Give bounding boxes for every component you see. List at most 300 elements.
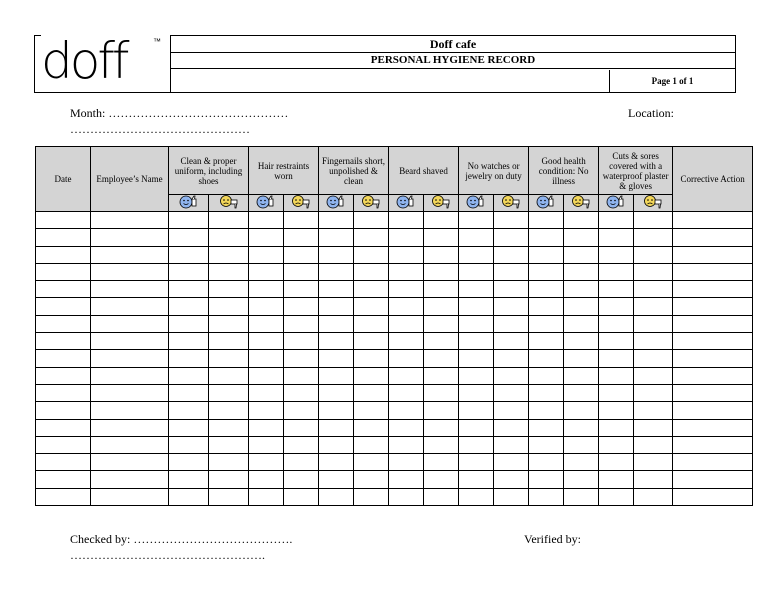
- table-cell[interactable]: [36, 281, 91, 298]
- table-cell[interactable]: [36, 436, 91, 453]
- table-cell[interactable]: [209, 350, 249, 367]
- table-cell[interactable]: [91, 419, 169, 436]
- table-cell[interactable]: [284, 419, 319, 436]
- table-cell[interactable]: [319, 402, 354, 419]
- table-cell[interactable]: [319, 281, 354, 298]
- table-cell[interactable]: [249, 402, 284, 419]
- table-cell[interactable]: [209, 384, 249, 401]
- table-row: [36, 488, 753, 505]
- table-cell[interactable]: [209, 367, 249, 384]
- table-cell[interactable]: [494, 436, 529, 453]
- table-cell[interactable]: [209, 315, 249, 332]
- table-cell[interactable]: [599, 419, 634, 436]
- table-cell[interactable]: [91, 436, 169, 453]
- table-cell[interactable]: [249, 384, 284, 401]
- table-cell[interactable]: [389, 350, 424, 367]
- table-cell[interactable]: [634, 419, 673, 436]
- table-cell[interactable]: [284, 350, 319, 367]
- table-cell[interactable]: [209, 229, 249, 246]
- table-cell[interactable]: [529, 298, 564, 315]
- table-cell[interactable]: [169, 315, 209, 332]
- table-cell[interactable]: [494, 281, 529, 298]
- table-cell[interactable]: [249, 229, 284, 246]
- table-cell[interactable]: [424, 246, 459, 263]
- table-cell[interactable]: [209, 333, 249, 350]
- table-cell[interactable]: [169, 436, 209, 453]
- table-cell[interactable]: [673, 471, 753, 488]
- table-cell[interactable]: [354, 229, 389, 246]
- table-cell[interactable]: [249, 350, 284, 367]
- table-cell[interactable]: [599, 298, 634, 315]
- table-cell[interactable]: [459, 298, 494, 315]
- table-cell[interactable]: [36, 454, 91, 471]
- table-cell[interactable]: [459, 229, 494, 246]
- table-cell[interactable]: [529, 402, 564, 419]
- table-cell[interactable]: [599, 263, 634, 280]
- verified-by-field: Verified by:: [524, 532, 581, 546]
- table-cell[interactable]: [599, 454, 634, 471]
- table-cell[interactable]: [249, 315, 284, 332]
- table-cell[interactable]: [209, 298, 249, 315]
- table-cell[interactable]: [634, 298, 673, 315]
- table-cell[interactable]: [459, 402, 494, 419]
- table-cell[interactable]: [459, 212, 494, 229]
- table-cell[interactable]: [354, 350, 389, 367]
- table-cell[interactable]: [673, 333, 753, 350]
- table-cell[interactable]: [169, 454, 209, 471]
- table-cell[interactable]: [389, 471, 424, 488]
- table-cell[interactable]: [564, 471, 599, 488]
- table-cell[interactable]: [634, 281, 673, 298]
- table-cell[interactable]: [529, 315, 564, 332]
- table-cell[interactable]: [319, 471, 354, 488]
- table-cell[interactable]: [91, 471, 169, 488]
- table-cell[interactable]: [424, 402, 459, 419]
- table-cell[interactable]: [209, 402, 249, 419]
- table-cell[interactable]: [284, 298, 319, 315]
- table-cell[interactable]: [529, 471, 564, 488]
- table-cell[interactable]: [564, 436, 599, 453]
- table-cell[interactable]: [91, 281, 169, 298]
- table-cell[interactable]: [389, 229, 424, 246]
- table-cell[interactable]: [389, 454, 424, 471]
- table-cell[interactable]: [169, 419, 209, 436]
- table-cell[interactable]: [169, 367, 209, 384]
- table-cell[interactable]: [319, 333, 354, 350]
- table-cell[interactable]: [169, 281, 209, 298]
- table-cell[interactable]: [389, 419, 424, 436]
- table-cell[interactable]: [494, 229, 529, 246]
- table-cell[interactable]: [91, 488, 169, 505]
- table-cell[interactable]: [529, 436, 564, 453]
- table-cell[interactable]: [91, 454, 169, 471]
- table-cell[interactable]: [634, 263, 673, 280]
- thumbs-down-sad-icon: [284, 195, 319, 212]
- table-cell[interactable]: [36, 315, 91, 332]
- table-cell[interactable]: [209, 471, 249, 488]
- table-cell[interactable]: [249, 454, 284, 471]
- table-cell[interactable]: [209, 488, 249, 505]
- table-cell[interactable]: [36, 246, 91, 263]
- table-cell[interactable]: [599, 212, 634, 229]
- table-cell[interactable]: [599, 246, 634, 263]
- table-cell[interactable]: [673, 281, 753, 298]
- table-cell[interactable]: [169, 212, 209, 229]
- table-cell[interactable]: [209, 212, 249, 229]
- table-cell[interactable]: [459, 384, 494, 401]
- table-cell[interactable]: [494, 367, 529, 384]
- table-cell[interactable]: [494, 419, 529, 436]
- table-cell[interactable]: [354, 367, 389, 384]
- table-cell[interactable]: [673, 246, 753, 263]
- table-cell[interactable]: [673, 315, 753, 332]
- table-cell[interactable]: [169, 384, 209, 401]
- table-cell[interactable]: [529, 454, 564, 471]
- table-cell[interactable]: [564, 488, 599, 505]
- table-cell[interactable]: [529, 333, 564, 350]
- table-cell[interactable]: [319, 454, 354, 471]
- table-cell[interactable]: [599, 488, 634, 505]
- table-cell[interactable]: [284, 367, 319, 384]
- table-cell[interactable]: [36, 298, 91, 315]
- table-cell[interactable]: [599, 402, 634, 419]
- table-cell[interactable]: [564, 333, 599, 350]
- table-cell[interactable]: [319, 263, 354, 280]
- table-cell[interactable]: [634, 229, 673, 246]
- table-cell[interactable]: [459, 315, 494, 332]
- table-cell[interactable]: [354, 471, 389, 488]
- table-cell[interactable]: [389, 384, 424, 401]
- table-cell[interactable]: [169, 229, 209, 246]
- table-cell[interactable]: [389, 333, 424, 350]
- table-cell[interactable]: [459, 281, 494, 298]
- table-cell[interactable]: [424, 333, 459, 350]
- table-cell[interactable]: [634, 384, 673, 401]
- table-cell[interactable]: [494, 350, 529, 367]
- table-cell[interactable]: [284, 212, 319, 229]
- table-cell[interactable]: [424, 471, 459, 488]
- table-cell[interactable]: [319, 315, 354, 332]
- table-cell[interactable]: [529, 419, 564, 436]
- table-cell[interactable]: [284, 402, 319, 419]
- table-cell[interactable]: [564, 402, 599, 419]
- table-cell[interactable]: [459, 419, 494, 436]
- table-cell[interactable]: [36, 367, 91, 384]
- table-cell[interactable]: [389, 246, 424, 263]
- table-cell[interactable]: [319, 367, 354, 384]
- table-cell[interactable]: [36, 263, 91, 280]
- table-cell[interactable]: [284, 281, 319, 298]
- table-cell[interactable]: [249, 281, 284, 298]
- table-cell[interactable]: [209, 419, 249, 436]
- table-cell[interactable]: [529, 367, 564, 384]
- table-cell[interactable]: [249, 333, 284, 350]
- table-cell[interactable]: [424, 281, 459, 298]
- table-cell[interactable]: [249, 263, 284, 280]
- table-cell[interactable]: [673, 350, 753, 367]
- table-cell[interactable]: [389, 212, 424, 229]
- table-cell[interactable]: [354, 402, 389, 419]
- table-cell[interactable]: [634, 488, 673, 505]
- table-cell[interactable]: [169, 298, 209, 315]
- table-cell[interactable]: [354, 315, 389, 332]
- table-cell[interactable]: [564, 384, 599, 401]
- table-cell[interactable]: [529, 246, 564, 263]
- table-cell[interactable]: [169, 488, 209, 505]
- table-cell[interactable]: [249, 436, 284, 453]
- table-cell[interactable]: [673, 436, 753, 453]
- table-cell[interactable]: [91, 367, 169, 384]
- table-cell[interactable]: [424, 298, 459, 315]
- table-cell[interactable]: [599, 384, 634, 401]
- table-cell[interactable]: [36, 212, 91, 229]
- table-cell[interactable]: [319, 229, 354, 246]
- table-cell[interactable]: [91, 246, 169, 263]
- table-cell[interactable]: [389, 436, 424, 453]
- table-row: [36, 263, 753, 280]
- table-cell[interactable]: [284, 315, 319, 332]
- table-cell[interactable]: [354, 488, 389, 505]
- table-cell[interactable]: [319, 298, 354, 315]
- table-cell[interactable]: [634, 436, 673, 453]
- table-cell[interactable]: [36, 333, 91, 350]
- table-cell[interactable]: [494, 263, 529, 280]
- table-cell[interactable]: [169, 333, 209, 350]
- table-cell[interactable]: [529, 350, 564, 367]
- table-cell[interactable]: [91, 333, 169, 350]
- table-cell[interactable]: [249, 419, 284, 436]
- table-cell[interactable]: [284, 488, 319, 505]
- table-cell[interactable]: [564, 281, 599, 298]
- table-cell[interactable]: [249, 471, 284, 488]
- table-row: [36, 419, 753, 436]
- table-cell[interactable]: [354, 454, 389, 471]
- table-cell[interactable]: [673, 402, 753, 419]
- table-cell[interactable]: [91, 350, 169, 367]
- table-cell[interactable]: [284, 436, 319, 453]
- table-cell[interactable]: [673, 263, 753, 280]
- table-cell[interactable]: [424, 212, 459, 229]
- table-cell[interactable]: [564, 367, 599, 384]
- table-cell[interactable]: [564, 246, 599, 263]
- table-cell[interactable]: [284, 246, 319, 263]
- table-cell[interactable]: [459, 263, 494, 280]
- table-cell[interactable]: [634, 454, 673, 471]
- table-cell[interactable]: [284, 263, 319, 280]
- table-cell[interactable]: [634, 212, 673, 229]
- table-cell[interactable]: [459, 367, 494, 384]
- table-cell[interactable]: [36, 384, 91, 401]
- table-cell[interactable]: [284, 384, 319, 401]
- table-cell[interactable]: [529, 281, 564, 298]
- table-cell[interactable]: [249, 488, 284, 505]
- table-cell[interactable]: [529, 212, 564, 229]
- table-cell[interactable]: [673, 454, 753, 471]
- table-cell[interactable]: [424, 436, 459, 453]
- table-cell[interactable]: [169, 263, 209, 280]
- table-cell[interactable]: [169, 350, 209, 367]
- table-cell[interactable]: [389, 315, 424, 332]
- table-cell[interactable]: [284, 333, 319, 350]
- table-cell[interactable]: [564, 229, 599, 246]
- header-beard-shaved: Beard shaved: [389, 147, 459, 195]
- table-cell[interactable]: [319, 419, 354, 436]
- table-cell[interactable]: [673, 298, 753, 315]
- table-cell[interactable]: [249, 246, 284, 263]
- table-cell[interactable]: [319, 488, 354, 505]
- table-cell[interactable]: [634, 246, 673, 263]
- table-cell[interactable]: [91, 384, 169, 401]
- table-cell[interactable]: [36, 350, 91, 367]
- table-cell[interactable]: [169, 402, 209, 419]
- table-cell[interactable]: [354, 281, 389, 298]
- table-cell[interactable]: [91, 212, 169, 229]
- month-field: Month: ………………………………………: [70, 106, 289, 120]
- table-cell[interactable]: [284, 229, 319, 246]
- table-cell[interactable]: [564, 350, 599, 367]
- table-cell[interactable]: [564, 298, 599, 315]
- table-cell[interactable]: [529, 488, 564, 505]
- table-cell[interactable]: [529, 384, 564, 401]
- table-cell[interactable]: [634, 333, 673, 350]
- table-cell[interactable]: [209, 436, 249, 453]
- table-cell[interactable]: [424, 384, 459, 401]
- table-cell[interactable]: [599, 471, 634, 488]
- table-cell[interactable]: [673, 229, 753, 246]
- table-cell[interactable]: [209, 454, 249, 471]
- table-cell[interactable]: [494, 454, 529, 471]
- checked-by-continuation: ………………………………………….: [70, 548, 265, 562]
- table-cell[interactable]: [169, 471, 209, 488]
- table-cell[interactable]: [673, 367, 753, 384]
- table-cell[interactable]: [459, 454, 494, 471]
- table-cell[interactable]: [459, 350, 494, 367]
- table-cell[interactable]: [91, 229, 169, 246]
- table-cell[interactable]: [494, 384, 529, 401]
- table-cell[interactable]: [319, 350, 354, 367]
- table-cell[interactable]: [249, 367, 284, 384]
- table-cell[interactable]: [424, 263, 459, 280]
- table-cell[interactable]: [36, 471, 91, 488]
- table-cell[interactable]: [284, 454, 319, 471]
- table-cell[interactable]: [424, 488, 459, 505]
- table-cell[interactable]: [319, 246, 354, 263]
- table-cell[interactable]: [459, 471, 494, 488]
- table-cell[interactable]: [494, 402, 529, 419]
- table-cell[interactable]: [389, 263, 424, 280]
- table-cell[interactable]: [564, 315, 599, 332]
- table-cell[interactable]: [354, 212, 389, 229]
- table-cell[interactable]: [564, 263, 599, 280]
- table-cell[interactable]: [459, 246, 494, 263]
- table-cell[interactable]: [319, 212, 354, 229]
- table-cell[interactable]: [599, 350, 634, 367]
- table-cell[interactable]: [424, 454, 459, 471]
- table-cell[interactable]: [424, 367, 459, 384]
- table-cell[interactable]: [634, 367, 673, 384]
- table-cell[interactable]: [424, 419, 459, 436]
- table-cell[interactable]: [494, 298, 529, 315]
- table-cell[interactable]: [354, 419, 389, 436]
- table-cell[interactable]: [91, 298, 169, 315]
- table-cell[interactable]: [459, 333, 494, 350]
- thumbs-up-smiley-icon: [529, 195, 564, 212]
- table-cell[interactable]: [459, 436, 494, 453]
- table-cell[interactable]: [673, 488, 753, 505]
- table-cell[interactable]: [36, 229, 91, 246]
- table-cell[interactable]: [494, 212, 529, 229]
- table-cell[interactable]: [284, 471, 319, 488]
- table-cell[interactable]: [354, 333, 389, 350]
- table-cell[interactable]: [599, 315, 634, 332]
- table-cell[interactable]: [389, 281, 424, 298]
- table-cell[interactable]: [91, 402, 169, 419]
- table-cell[interactable]: [494, 246, 529, 263]
- table-cell[interactable]: [354, 298, 389, 315]
- table-cell[interactable]: [354, 263, 389, 280]
- table-cell[interactable]: [36, 402, 91, 419]
- table-cell[interactable]: [529, 263, 564, 280]
- table-cell[interactable]: [424, 315, 459, 332]
- table-cell[interactable]: [673, 419, 753, 436]
- table-cell[interactable]: [249, 212, 284, 229]
- table-cell[interactable]: [209, 281, 249, 298]
- table-cell[interactable]: [634, 350, 673, 367]
- table-cell[interactable]: [319, 436, 354, 453]
- table-cell[interactable]: [599, 229, 634, 246]
- table-cell[interactable]: [249, 298, 284, 315]
- table-cell[interactable]: [459, 488, 494, 505]
- table-cell[interactable]: [634, 471, 673, 488]
- table-cell[interactable]: [634, 402, 673, 419]
- table-cell[interactable]: [599, 436, 634, 453]
- header-cuts-covered: Cuts & sores covered with a waterproof plaster & gloves: [599, 147, 673, 195]
- table-cell[interactable]: [599, 333, 634, 350]
- table-cell[interactable]: [389, 367, 424, 384]
- thumbs-down-sad-icon: [354, 195, 389, 212]
- table-cell[interactable]: [424, 350, 459, 367]
- table-cell[interactable]: [599, 281, 634, 298]
- table-cell[interactable]: [169, 246, 209, 263]
- table-cell[interactable]: [673, 212, 753, 229]
- table-cell[interactable]: [599, 367, 634, 384]
- table-cell[interactable]: [529, 229, 564, 246]
- table-cell[interactable]: [494, 315, 529, 332]
- table-cell[interactable]: [494, 488, 529, 505]
- table-cell[interactable]: [36, 488, 91, 505]
- table-cell[interactable]: [389, 298, 424, 315]
- table-cell[interactable]: [354, 384, 389, 401]
- table-cell[interactable]: [91, 263, 169, 280]
- table-cell[interactable]: [91, 315, 169, 332]
- table-cell[interactable]: [673, 384, 753, 401]
- table-cell[interactable]: [564, 419, 599, 436]
- table-cell[interactable]: [389, 402, 424, 419]
- table-cell[interactable]: [564, 212, 599, 229]
- table-cell[interactable]: [494, 333, 529, 350]
- table-cell[interactable]: [634, 315, 673, 332]
- table-cell[interactable]: [209, 246, 249, 263]
- table-cell[interactable]: [354, 246, 389, 263]
- table-cell[interactable]: [424, 229, 459, 246]
- table-cell[interactable]: [494, 471, 529, 488]
- table-cell[interactable]: [209, 263, 249, 280]
- table-cell[interactable]: [36, 419, 91, 436]
- table-cell[interactable]: [319, 384, 354, 401]
- table-cell[interactable]: [564, 454, 599, 471]
- table-cell[interactable]: [354, 436, 389, 453]
- table-cell[interactable]: [389, 488, 424, 505]
